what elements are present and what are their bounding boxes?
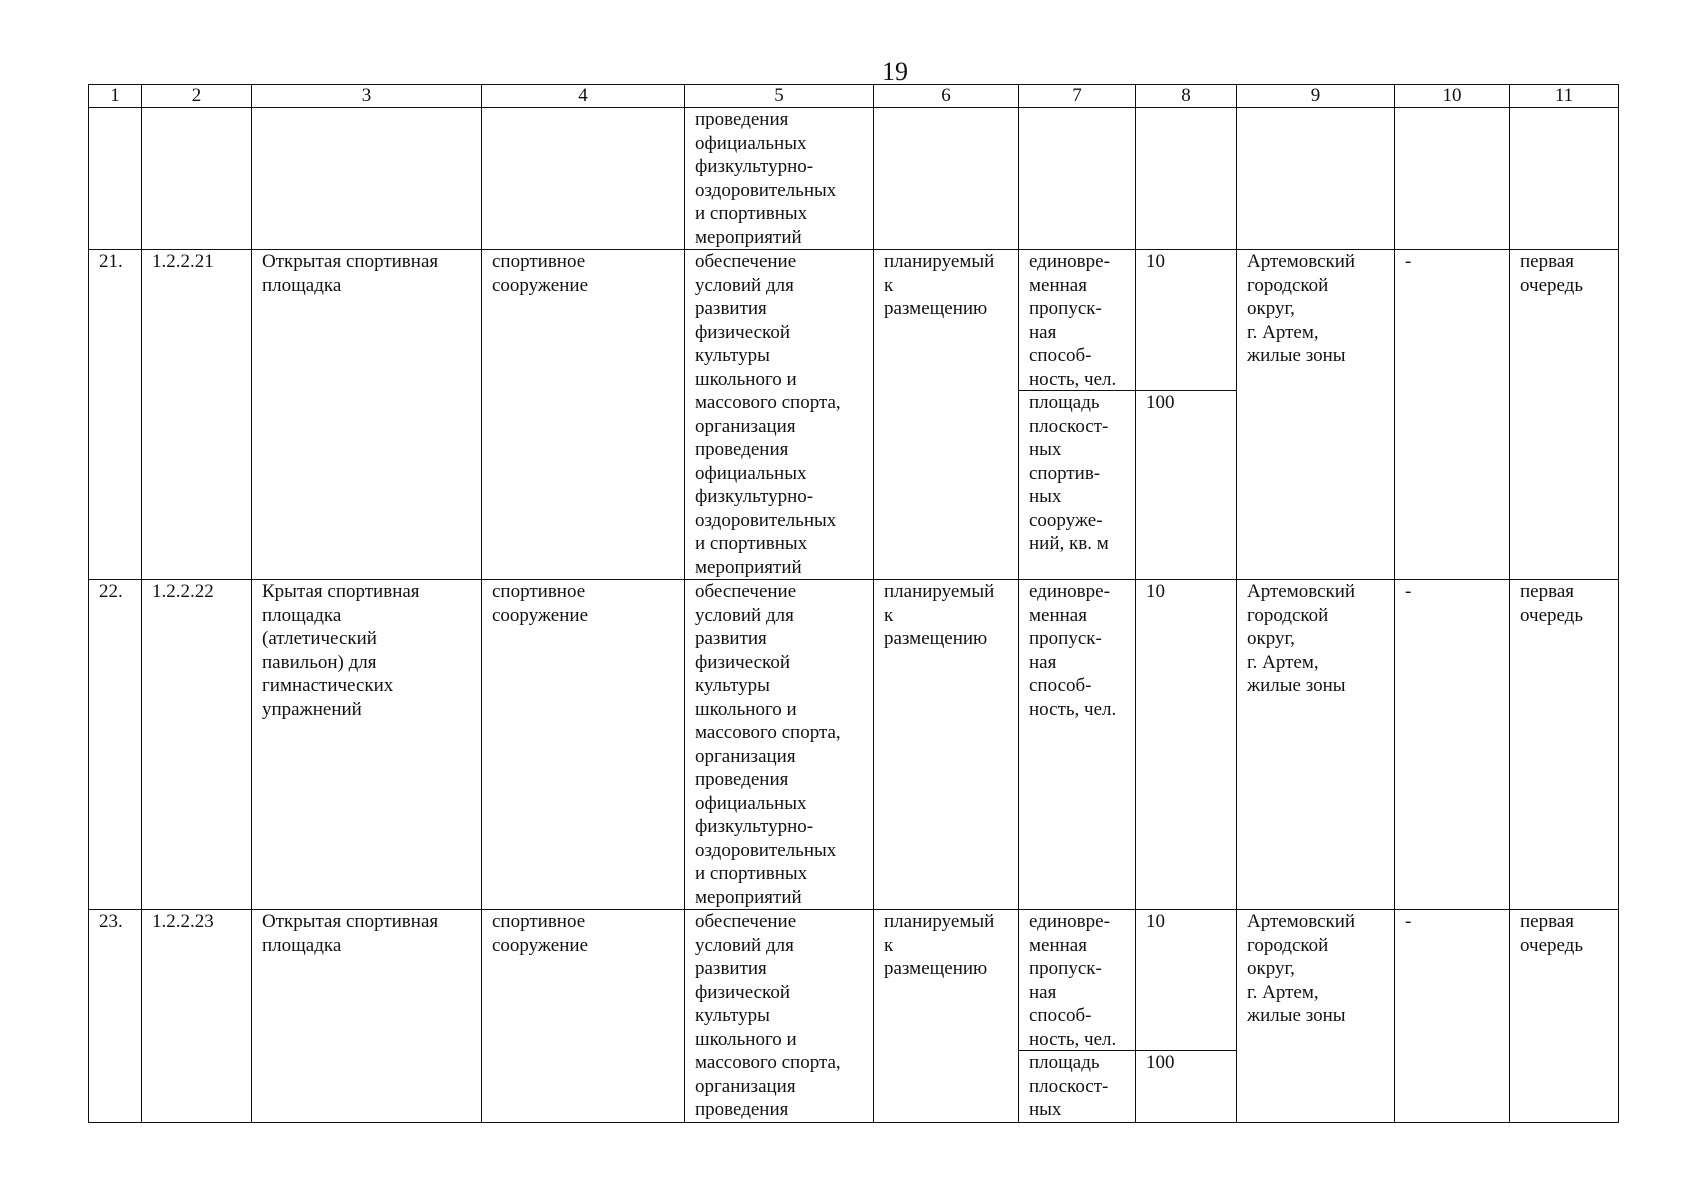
location-cell: Артемовский городской округ, г. Артем, жилые зоны xyxy=(1237,580,1395,910)
purpose-cell: проведения официальных физкультурно- оздоровительных и спортивных мероприятий xyxy=(685,108,874,250)
status-cell: планируемый к размещению xyxy=(874,250,1019,580)
row-number: 21. xyxy=(89,250,142,580)
register-table xyxy=(88,84,1619,1123)
stage-cell: первая очередь xyxy=(1510,580,1619,910)
column-number: 5 xyxy=(685,85,874,108)
characteristic-name: площадь плоскост- ных спортив- ных сооруже- ний, кв. м xyxy=(1019,390,1135,556)
column-number: 11 xyxy=(1510,85,1619,108)
object-code: 1.2.2.21 xyxy=(142,250,252,580)
column-number: 1 xyxy=(89,85,142,108)
stage-cell: первая очередь xyxy=(1510,910,1619,1123)
column-number: 3 xyxy=(252,85,482,108)
object-kind: спортивное сооружение xyxy=(482,910,685,1123)
object-kind: спортивное сооружение xyxy=(482,250,685,580)
column-number: 4 xyxy=(482,85,685,108)
column-number: 10 xyxy=(1395,85,1510,108)
object-name: Открытая спортивная площадка xyxy=(252,910,482,1123)
purpose-cell: обеспечение условий для развития физической культуры школьного и массового спорта, организация проведения официальных физкультурно- оздоровительных и спортивных мероприятий xyxy=(685,250,874,580)
page-number: 19 xyxy=(882,57,908,86)
characteristic-name: единовре- менная пропуск- ная способ- ность, чел. xyxy=(1029,911,1117,1050)
stage-cell: первая очередь xyxy=(1510,250,1619,580)
status-cell: планируемый к размещению xyxy=(874,910,1019,1123)
characteristic-name: единовре- менная пропуск- ная способ- ность, чел. xyxy=(1029,251,1117,390)
table-row xyxy=(89,250,1619,580)
values-cell xyxy=(1136,910,1237,1123)
zone-cell: - xyxy=(1395,580,1510,910)
zone-cell: - xyxy=(1395,250,1510,580)
table-row xyxy=(89,910,1619,1123)
characteristic-value: 10 xyxy=(1146,911,1165,932)
characteristic-value: 100 xyxy=(1136,1050,1236,1075)
characteristic-name: единовре- менная пропуск- ная способ- ность, чел. xyxy=(1019,580,1136,910)
column-number: 8 xyxy=(1136,85,1237,108)
location-cell: Артемовский городской округ, г. Артем, жилые зоны xyxy=(1237,910,1395,1123)
row-number: 22. xyxy=(89,580,142,910)
characteristics-cell xyxy=(1019,910,1136,1123)
table-row xyxy=(89,580,1619,910)
object-kind: спортивное сооружение xyxy=(482,580,685,910)
zone-cell: - xyxy=(1395,910,1510,1123)
column-number: 6 xyxy=(874,85,1019,108)
column-number: 7 xyxy=(1019,85,1136,108)
row-number: 23. xyxy=(89,910,142,1123)
object-name: Открытая спортивная площадка xyxy=(252,250,482,580)
column-number-row xyxy=(89,85,1619,108)
purpose-cell: обеспечение условий для развития физической культуры школьного и массового спорта, организация проведения официальных физкультурно- оздоровительных и спортивных мероприятий xyxy=(685,580,874,910)
continuation-row xyxy=(89,108,1619,250)
characteristic-name: площадь плоскост- ных xyxy=(1019,1050,1135,1122)
column-number: 9 xyxy=(1237,85,1395,108)
location-cell: Артемовский городской округ, г. Артем, жилые зоны xyxy=(1237,250,1395,580)
characteristic-value: 10 xyxy=(1146,251,1165,272)
values-cell xyxy=(1136,250,1237,580)
purpose-cell: обеспечение условий для развития физической культуры школьного и массового спорта, организация проведения xyxy=(685,910,874,1123)
object-name: Крытая спортивная площадка (атлетический павильон) для гимнастических упражнений xyxy=(252,580,482,910)
object-code: 1.2.2.23 xyxy=(142,910,252,1123)
column-number: 2 xyxy=(142,85,252,108)
characteristic-value: 100 xyxy=(1136,390,1236,415)
status-cell: планируемый к размещению xyxy=(874,580,1019,910)
characteristic-value: 10 xyxy=(1136,580,1237,910)
characteristics-cell xyxy=(1019,250,1136,580)
object-code: 1.2.2.22 xyxy=(142,580,252,910)
